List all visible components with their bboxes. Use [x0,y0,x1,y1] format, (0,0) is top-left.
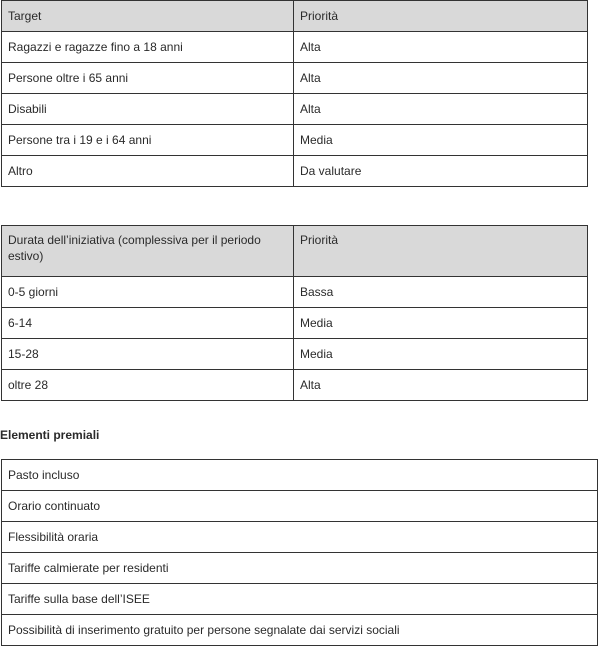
priority-cell: Alta [294,32,588,63]
target-cell: Ragazzi e ragazze fino a 18 anni [2,32,294,63]
header-priorita: Priorità [294,1,588,32]
priority-cell: Alta [294,370,588,401]
premium-elements-table [1,459,598,646]
priority-cell: Media [294,125,588,156]
priority-cell: Bassa [294,277,588,308]
premium-element-cell: Tariffe calmierate per residenti [2,553,598,584]
table-header-row [2,226,588,277]
table-row [2,370,588,401]
table-row [2,32,588,63]
list-item [2,553,598,584]
target-cell: Altro [2,156,294,187]
header-durata: Durata dell’iniziativa (complessiva per il periodo estivo) [2,226,294,277]
priority-cell: Da valutare [294,156,588,187]
list-item [2,460,598,491]
header-target: Target [2,1,294,32]
table-row [2,156,588,187]
table-row [2,125,588,156]
target-priority-table [1,0,588,187]
priority-cell: Alta [294,94,588,125]
table-row [2,308,588,339]
section-heading: Elementi premiali [0,428,100,442]
table-row [2,277,588,308]
premium-element-cell: Possibilità di inserimento gratuito per persone segnalate dai servizi sociali [2,615,598,646]
table-header-row [2,1,588,32]
premium-element-cell: Tariffe sulla base dell’ISEE [2,584,598,615]
priority-cell: Alta [294,63,588,94]
list-item [2,522,598,553]
list-item [2,584,598,615]
duration-cell: 0-5 giorni [2,277,294,308]
target-cell: Persone tra i 19 e i 64 anni [2,125,294,156]
target-cell: Persone oltre i 65 anni [2,63,294,94]
list-item [2,491,598,522]
duration-cell: oltre 28 [2,370,294,401]
premium-element-cell: Flessibilità oraria [2,522,598,553]
target-cell: Disabili [2,94,294,125]
duration-cell: 6-14 [2,308,294,339]
duration-priority-table [1,225,588,401]
duration-cell: 15-28 [2,339,294,370]
priority-cell: Media [294,339,588,370]
premium-element-cell: Pasto incluso [2,460,598,491]
table-row [2,339,588,370]
list-item [2,615,598,646]
priority-cell: Media [294,308,588,339]
premium-element-cell: Orario continuato [2,491,598,522]
table-row [2,63,588,94]
header-priorita: Priorità [294,226,588,277]
table-row [2,94,588,125]
